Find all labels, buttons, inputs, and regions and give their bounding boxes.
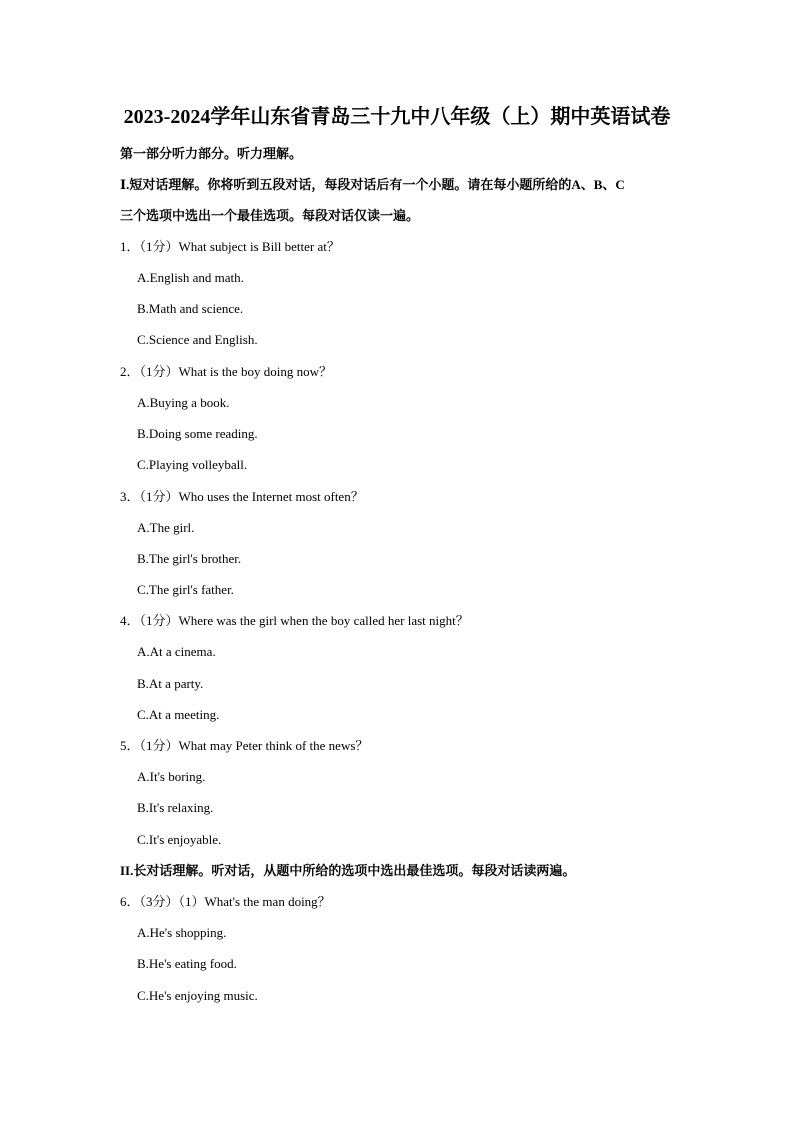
- question-6-option-c: C.He's enjoying music.: [137, 988, 258, 1003]
- question-2-stem: 2．（1分）What is the boy doing now？: [120, 364, 332, 379]
- question-3-option-a: A.The girl.: [137, 520, 195, 535]
- question-2-option-a: A.Buying a book.: [137, 395, 230, 410]
- section1-instruction-line2: 三个选项中选出一个最佳选项。每段对话仅读一遍。: [120, 208, 420, 223]
- question-3-option-b: B.The girl's brother.: [137, 551, 242, 566]
- question-3-option-c: C.The girl's father.: [137, 582, 234, 597]
- question-3-stem: 3．（1分）Who uses the Internet most often？: [120, 489, 364, 504]
- page-title: 2023-2024学年山东省青岛三十九中八年级（上）期中英语试卷: [123, 106, 671, 128]
- question-4-stem: 4．（1分）Where was the girl when the boy called her last night？: [120, 613, 469, 628]
- question-1-stem: 1．（1分）What subject is Bill better at？: [120, 239, 340, 254]
- question-5-option-b: B.It's relaxing.: [137, 800, 214, 815]
- part1-heading: 第一部分听力部分。听力理解。: [120, 146, 303, 161]
- question-5-option-a: A.It's boring.: [137, 769, 206, 784]
- question-6-option-a: A.He's shopping.: [137, 925, 227, 940]
- question-4-option-a: A.At a cinema.: [137, 644, 216, 659]
- question-5-stem: 5．（1分）What may Peter think of the news？: [120, 738, 369, 753]
- question-2-option-c: C.Playing volleyball.: [137, 457, 248, 472]
- question-4-option-c: C.At a meeting.: [137, 707, 220, 722]
- question-5-option-c: C.It's enjoyable.: [137, 832, 222, 847]
- question-6-stem: 6．（3分）（1）What's the man doing？: [120, 894, 331, 909]
- section1-instruction-line1: Ⅰ.短对话理解。你将听到五段对话，每段对话后有一个小题。请在每小题所给的A、B、C: [120, 177, 625, 192]
- question-1-option-a: A.English and math.: [137, 270, 244, 285]
- question-6-option-b: B.He's eating food.: [137, 956, 237, 971]
- question-2-option-b: B.Doing some reading.: [137, 426, 258, 441]
- question-1-option-c: C.Science and English.: [137, 332, 258, 347]
- section2-instruction: II.长对话理解。听对话，从题中所给的选项中选出最佳选项。每段对话读两遍。: [120, 863, 576, 878]
- question-1-option-b: B.Math and science.: [137, 301, 244, 316]
- question-4-option-b: B.At a party.: [137, 676, 204, 691]
